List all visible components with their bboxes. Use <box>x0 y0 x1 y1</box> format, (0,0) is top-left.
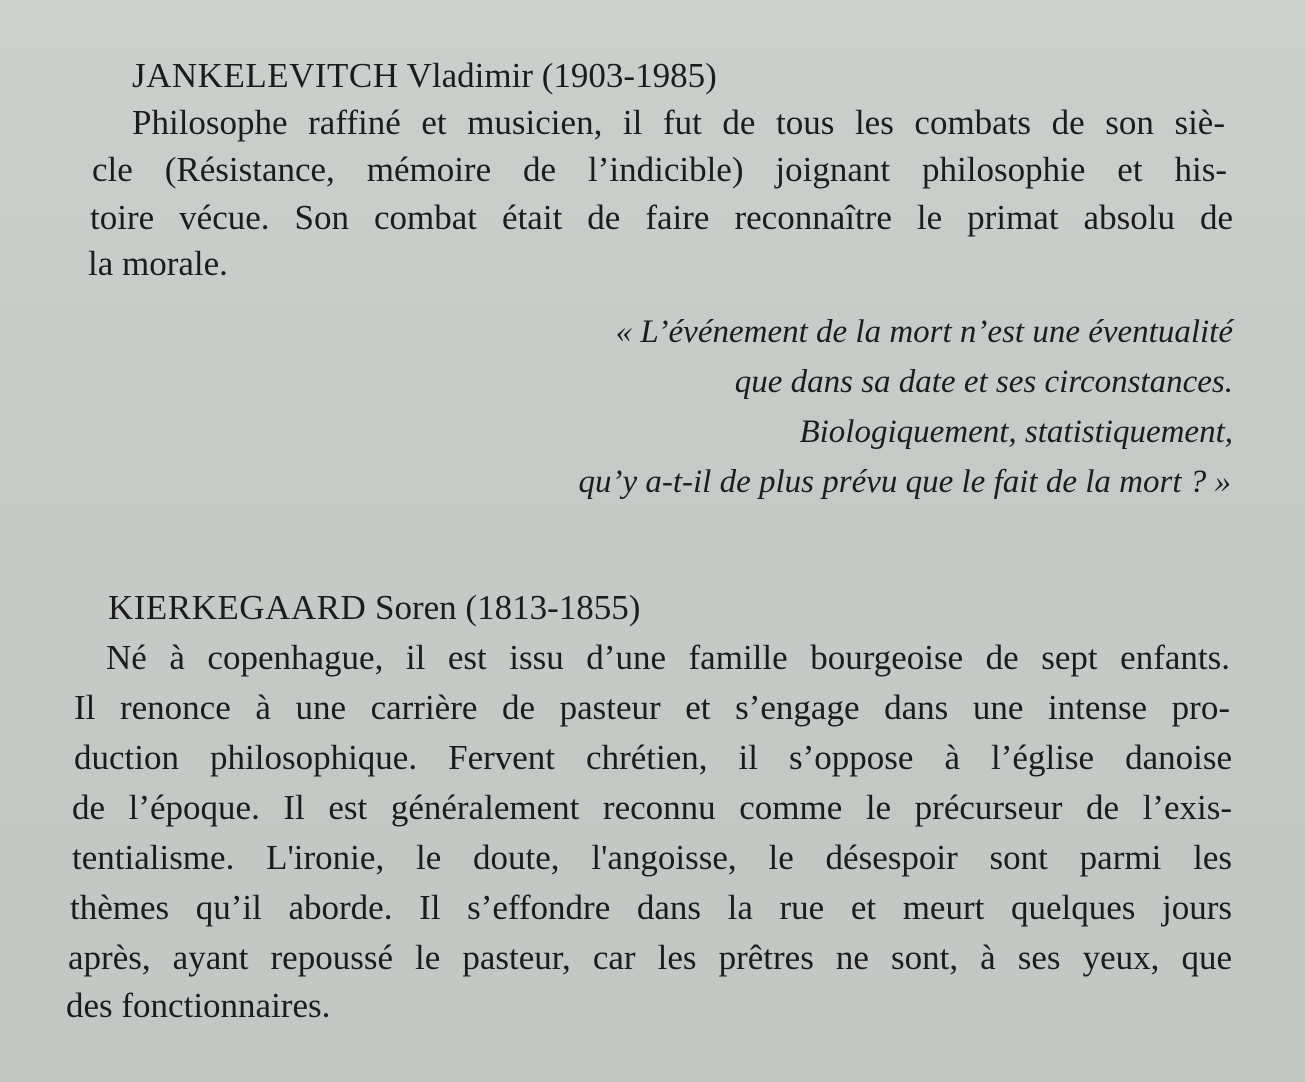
entry-text-line: tentialisme. L'ironie, le doute, l'angoisse, le désespoir sont parmi les <box>72 838 1232 877</box>
entry-surname: KIERKEGAARD <box>108 588 367 627</box>
entry-text-line: duction philosophique. Fervent chrétien, il s’oppose à l’église danoise <box>74 738 1232 777</box>
entry-text-line: thèmes qu’il aborde. Il s’effondre dans la rue et meurt quelques jours <box>70 888 1232 927</box>
entry-text-line: Philosophe raffiné et musicien, il fut de tous les combats de son siè- <box>132 103 1225 142</box>
entry-text-line: de l’époque. Il est généralement reconnu comme le précurseur de l’exis- <box>72 788 1232 827</box>
entry-heading-kierkegaard <box>108 588 640 628</box>
entry-heading-jankelevitch <box>132 56 717 96</box>
quote-line: qu’y a-t-il de plus prévu que le fait de la mort ? » <box>578 464 1231 500</box>
entry-name-dates: Soren (1813-1855) <box>366 588 641 627</box>
quote-line: « L’événement de la mort n’est une éventualité <box>615 314 1233 350</box>
entry-text-line: des fonctionnaires. <box>66 986 331 1025</box>
entry-text-line: après, ayant repoussé le pasteur, car les prêtres ne sont, à ses yeux, que <box>68 938 1232 977</box>
entry-text-line: Il renonce à une carrière de pasteur et s’engage dans une intense pro- <box>74 688 1230 727</box>
entry-text-line: cle (Résistance, mémoire de l’indicible) joignant philosophie et his- <box>92 150 1227 189</box>
entry-text-line: la morale. <box>88 244 228 283</box>
entry-surname: JANKELEVITCH <box>132 56 399 95</box>
entry-text-line: toire vécue. Son combat était de faire reconnaître le primat absolu de <box>90 198 1233 237</box>
quote-line: que dans sa date et ses circonstances. <box>734 364 1233 400</box>
quote-line: Biologiquement, statistiquement, <box>799 414 1233 450</box>
entry-text-line: Né à copenhague, il est issu d’une famille bourgeoise de sept enfants. <box>106 638 1230 677</box>
entry-name-dates: Vladimir (1903-1985) <box>398 56 717 95</box>
